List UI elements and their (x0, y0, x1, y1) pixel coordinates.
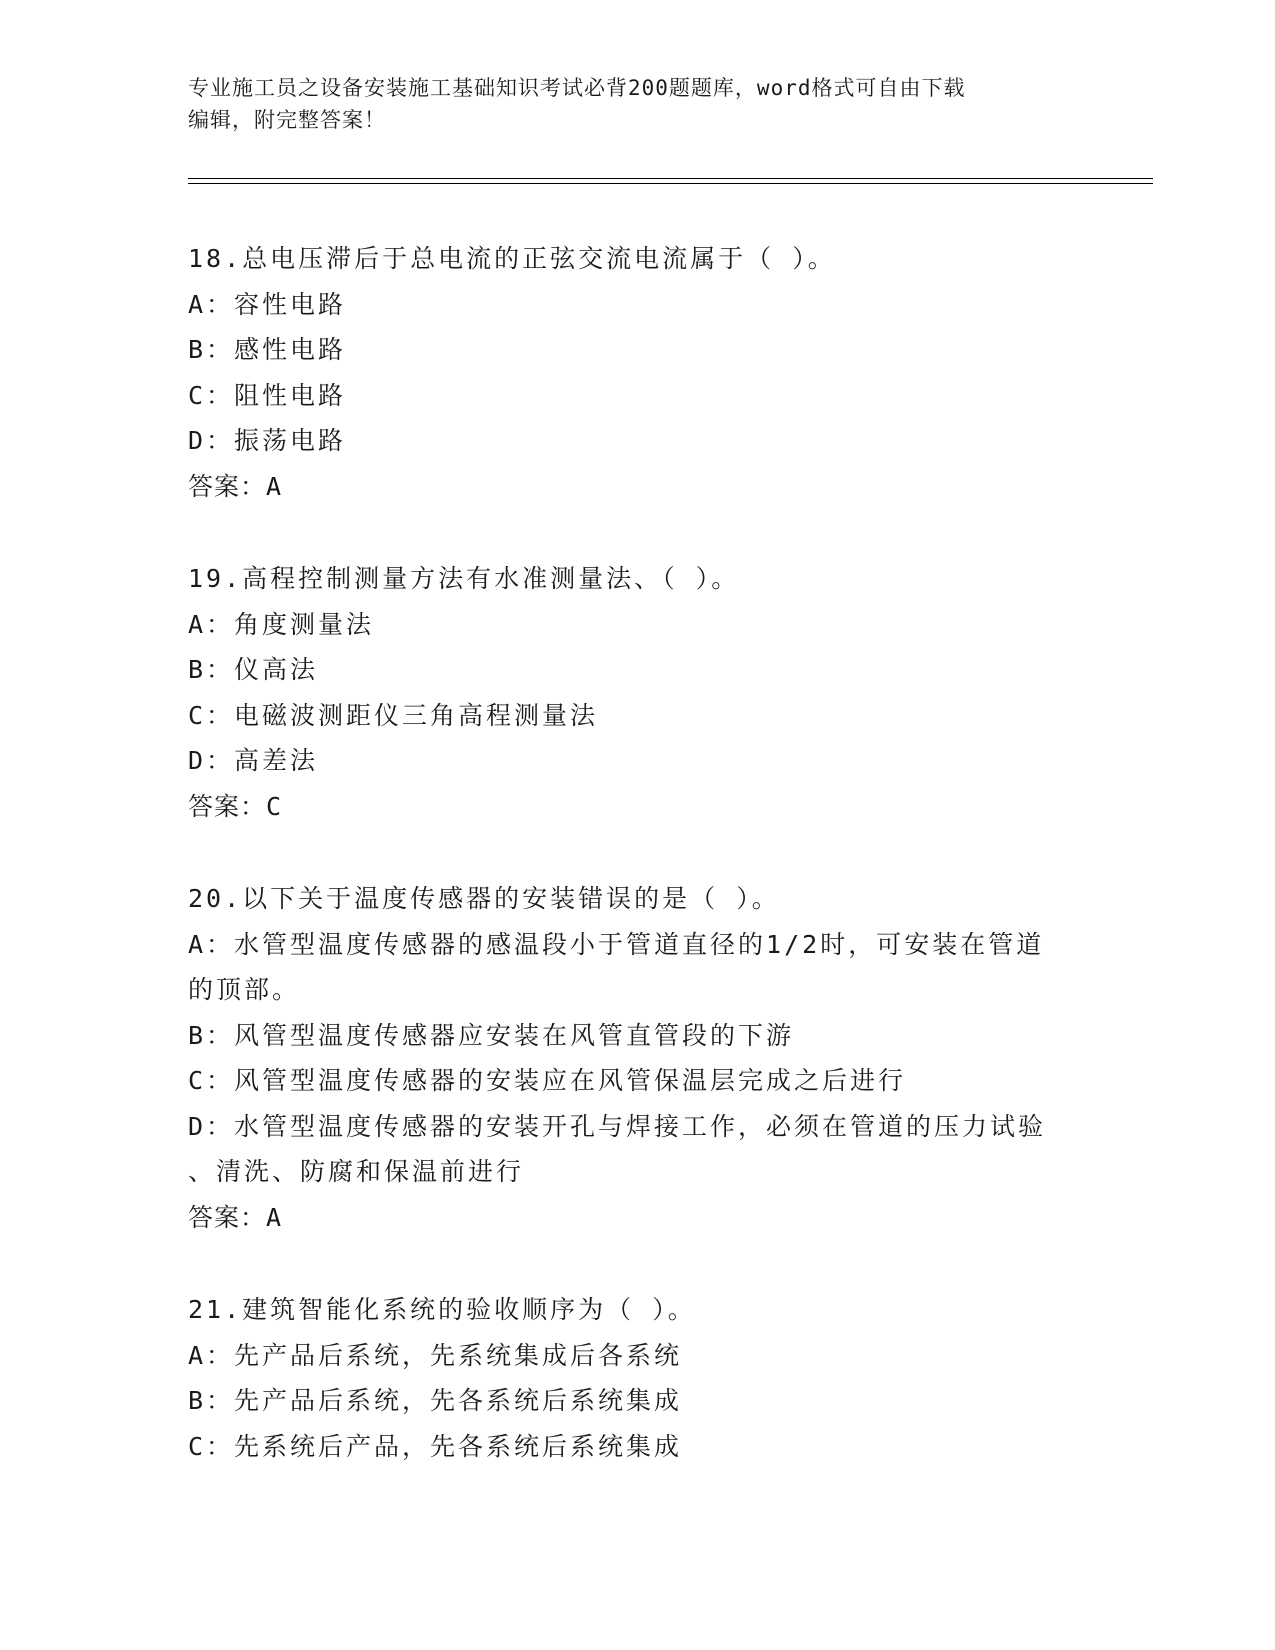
option-a: A：角度测量法 (188, 609, 375, 639)
header-divider-bottom (188, 183, 1153, 184)
question-list (188, 236, 1088, 1516)
option-a: A：先产品后系统，先系统集成后各系统 (188, 1340, 683, 1370)
header-divider-top (188, 178, 1153, 179)
option-a-continued: 的顶部。 (188, 975, 301, 1004)
answer-label: 答案： (188, 791, 267, 821)
question-stem: 20.以下关于温度传感器的安装错误的是（ ）。 (188, 884, 780, 913)
header-line-2: 编辑，附完整答案！ (188, 108, 386, 132)
option-d: D：振荡电路 (188, 426, 347, 455)
header-line-1: 专业施工员之设备安装施工基础知识考试必背200题题库，word格式可自由下载 (188, 76, 966, 100)
question-18 (188, 236, 1088, 509)
question-20 (188, 876, 1088, 1240)
option-a: A：容性电路 (188, 289, 347, 319)
answer-value: A (266, 1202, 283, 1232)
option-d: D：水管型温度传感器的安装开孔与焊接工作，必须在管道的压力试验 (188, 1111, 1047, 1141)
option-a: A：水管型温度传感器的感温段小于管道直径的1/2时，可安装在管道 (188, 929, 1045, 959)
answer-label: 答案： (188, 1202, 267, 1232)
option-d-continued: 、清洗、防腐和保温前进行 (188, 1157, 525, 1186)
option-c: C：电磁波测距仪三角高程测量法 (188, 700, 599, 730)
answer-line (188, 1195, 1088, 1241)
answer-line (188, 464, 1088, 510)
question-stem: 21.建筑智能化系统的验收顺序为（ ）。 (188, 1295, 696, 1324)
document-header (188, 72, 1068, 136)
answer-value: A (266, 471, 283, 501)
option-d: D：高差法 (188, 746, 319, 775)
option-b: B：风管型温度传感器应安装在风管直管段的下游 (188, 1020, 795, 1050)
option-c: C：先系统后产品，先各系统后系统集成 (188, 1431, 683, 1461)
answer-label: 答案： (188, 471, 267, 501)
option-b: B：仪高法 (188, 655, 319, 684)
answer-line (188, 784, 1088, 830)
question-stem: 19.高程控制测量方法有水准测量法、（ ）。 (188, 564, 740, 593)
option-c: C：阻性电路 (188, 380, 347, 410)
question-19 (188, 556, 1088, 829)
option-b: B：先产品后系统，先各系统后系统集成 (188, 1386, 683, 1415)
option-b: B：感性电路 (188, 335, 347, 364)
answer-value: C (266, 791, 283, 821)
question-21 (188, 1287, 1088, 1469)
option-c: C：风管型温度传感器的安装应在风管保温层完成之后进行 (188, 1066, 907, 1095)
question-stem: 18.总电压滞后于总电流的正弦交流电流属于（ ）。 (188, 244, 836, 273)
